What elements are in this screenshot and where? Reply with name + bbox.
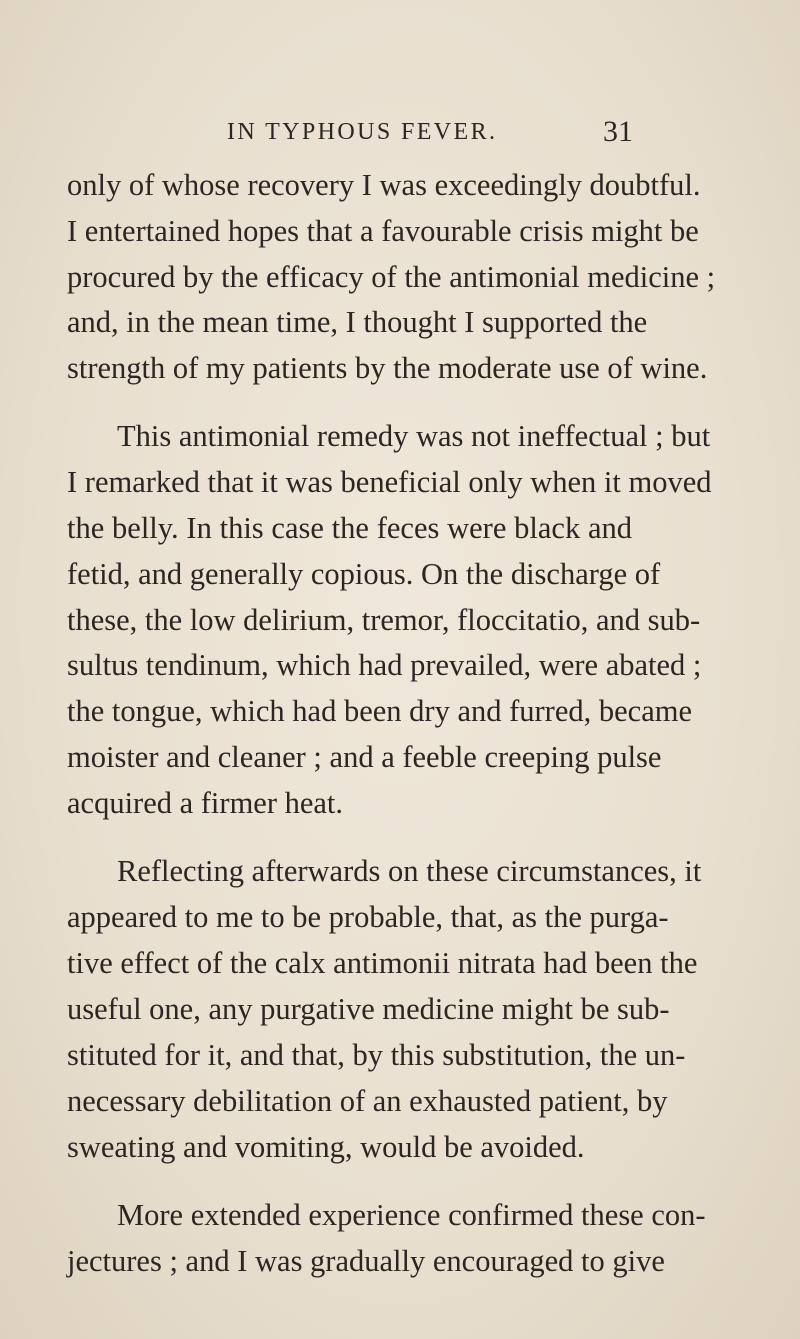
text-line: useful one, any purgative medicine might be sub-: [67, 992, 670, 1026]
text-line: the tongue, which had been dry and furred, became: [67, 694, 692, 728]
text-line: the belly. In this case the feces were black and: [67, 511, 632, 545]
running-title: IN TYPHOUS FEVER.: [227, 119, 498, 145]
text-line: stituted for it, and that, by this substitution, the un-: [67, 1038, 686, 1072]
text-line: and, in the mean time, I thought I supported the: [67, 305, 648, 339]
text-line: only of whose recovery I was exceedingly doubtful.: [67, 168, 701, 202]
text-line: sweating and vomiting, would be avoided.: [67, 1130, 585, 1164]
text-line: moister and cleaner ; and a feeble creeping pulse: [67, 740, 662, 774]
text-line: Reflecting afterwards on these circumstances, it: [117, 854, 702, 888]
text-line: jectures ; and I was gradually encouraged to give: [67, 1244, 665, 1278]
text-line: strength of my patients by the moderate use of wine.: [67, 351, 708, 385]
text-line: tive effect of the calx antimonii nitrata had been the: [67, 946, 698, 980]
text-line: acquired a firmer heat.: [67, 786, 344, 820]
text-line: necessary debilitation of an exhausted patient, by: [67, 1084, 668, 1118]
text-line: This antimonial remedy was not ineffectual ; but: [117, 419, 711, 453]
text-line: I entertained hopes that a favourable crisis might be: [67, 214, 699, 248]
text-line: procured by the efficacy of the antimonial medicine ;: [67, 260, 716, 294]
text-line: I remarked that it was beneficial only when it moved: [67, 465, 712, 499]
page-header: [0, 112, 800, 152]
text-line: More extended experience confirmed these con-: [117, 1198, 706, 1232]
text-line: sultus tendinum, which had prevailed, were abated ;: [67, 648, 702, 682]
page-number: 31: [603, 115, 633, 148]
text-line: appeared to me to be probable, that, as the purga-: [67, 900, 669, 934]
text-line: these, the low delirium, tremor, floccitatio, and sub-: [67, 603, 701, 637]
text-line: fetid, and generally copious. On the discharge of: [67, 557, 661, 591]
